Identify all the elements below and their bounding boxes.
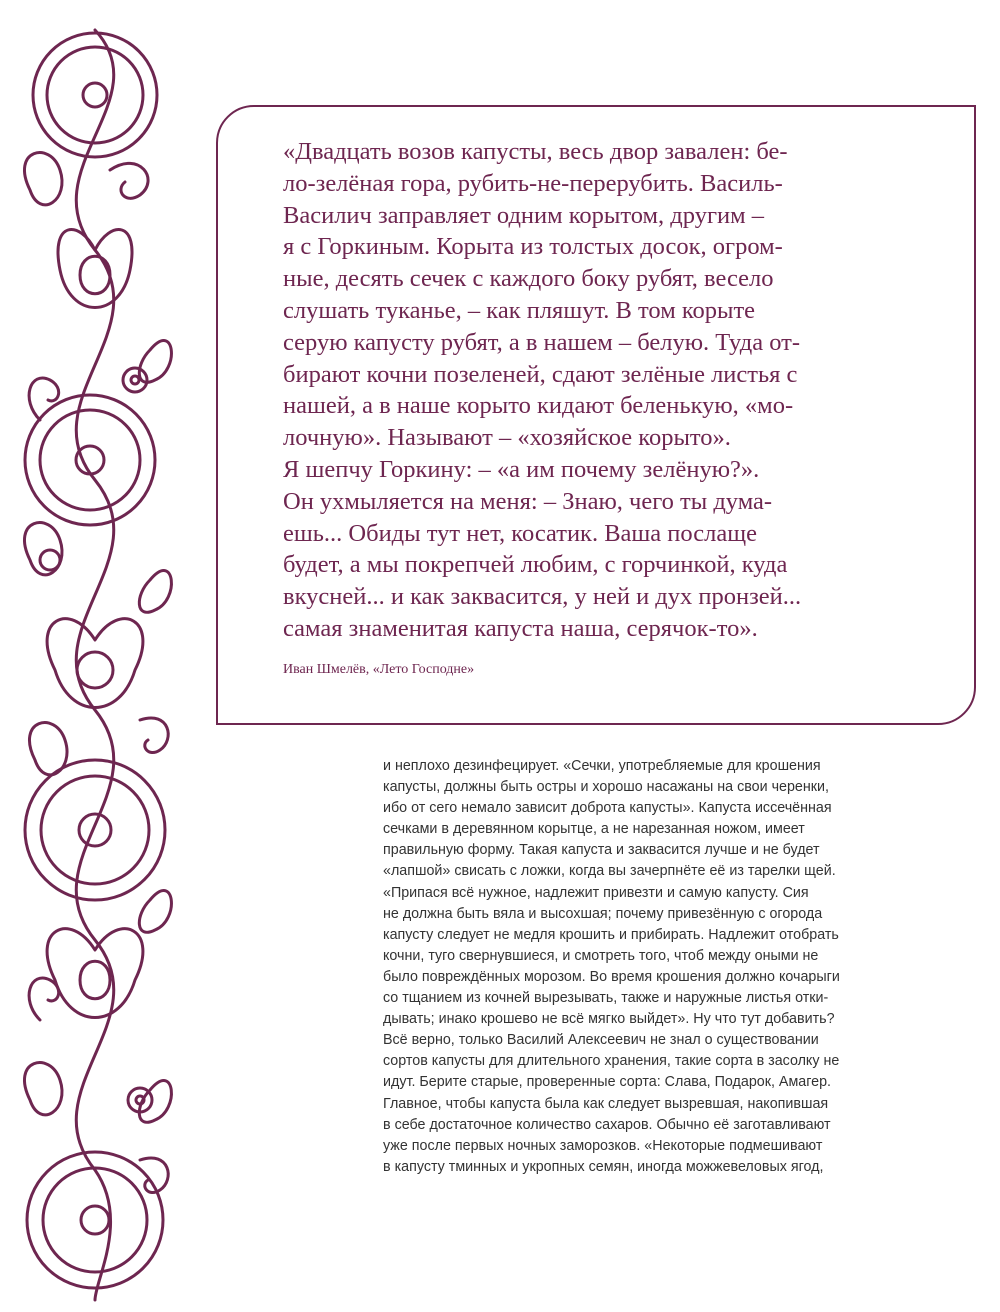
body-line: правильную форму. Такая капуста и заквасится лучше и не будет <box>383 842 820 859</box>
body-line: не должна быть вяла и высохшая; почему привезённую с огорода <box>383 905 823 922</box>
quote-line: вкусней... и как заквасится, у ней и дух пронзей... <box>283 583 802 611</box>
quote-line: ло-зелёная гора, рубить-не-перерубить. Василь- <box>283 169 783 197</box>
body-line: кочни, туго свернувшиеся, и смотреть того, чтоб между оными не <box>383 947 819 964</box>
quote-line: Он ухмыляется на меня: – Знаю, чего ты дума- <box>283 487 773 515</box>
quote-line: Я шепчу Горкину: – «а им почему зелёную?». <box>283 455 760 483</box>
vine-stem <box>76 30 114 1300</box>
body-line: Всё верно, только Василий Алексеевич не знал о существовании <box>383 1032 819 1049</box>
body-text <box>383 756 863 1178</box>
quote-attribution: Иван Шмелёв, «Лето Господне» <box>283 662 475 677</box>
quote-line: ные, десять сечек с каждого боку рубят, весело <box>283 265 774 293</box>
body-line: со тщанием из кочней вырезывать, также и наружные листья отки- <box>383 990 829 1007</box>
body-line: уже после первых ночных заморозков. «Некоторые подмешивают <box>383 1137 823 1154</box>
body-line: ибо от сего немало зависит доброта капусты». Капуста иссечённая <box>383 800 832 817</box>
body-line: и неплохо дезинфецирует. «Сечки, употребляемые для крошения <box>383 758 821 774</box>
body-line: идут. Берите старые, проверенные сорта: Слава, Подарок, Амагер. <box>383 1074 832 1091</box>
quote-line: бирают кочни позеленей, сдают зелёные листья с <box>283 360 798 388</box>
quote-line: я с Горкиным. Корыта из толстых досок, огром- <box>283 233 783 261</box>
body-line: сортов капусты для длительного хранения, такие сорта в засолку не <box>383 1053 840 1070</box>
quote-line: «Двадцать возов капусты, весь двор завален: бе- <box>283 138 788 165</box>
folk-floral-border-icon <box>10 20 180 1305</box>
quote-line: серую капусту рубят, а в нашем – белую. Туда от- <box>283 328 801 356</box>
body-line: «лапшой» свисать с ложки, когда вы зачерпнёте её из тарелки щей. <box>383 863 836 880</box>
quote-line: слушать туканье, – как пляшут. В том корыте <box>283 296 756 324</box>
quote-line: будет, а мы покрепчей любим, с горчинкой, куда <box>283 551 788 579</box>
body-line: дывать; инако крошево не всё мягко выйдет». Ну что тут добавить? <box>383 1011 835 1028</box>
body-line: капусту следует не медля крошить и прибирать. Надлежит отобрать <box>383 926 839 943</box>
quote-line: лочную». Называют – «хозяйское корыто». <box>283 424 731 452</box>
body-line: было повреждённых морозом. Во время крошения должно кочарыги <box>383 968 840 985</box>
quote-line: Василич заправляет одним корытом, другим – <box>283 201 764 229</box>
quote-text <box>283 136 893 645</box>
body-line: сечками в деревянном корытце, а не нарезанная ножом, имеет <box>383 821 805 838</box>
body-line: капусты, должны быть остры и хорошо насажаны на свои черенки, <box>383 779 829 796</box>
body-line: «Припася всё нужное, надлежит привезти и самую капусту. Сия <box>383 884 809 901</box>
quote-line: самая знаменитая капуста наша, серячок-то». <box>283 614 758 642</box>
quote-line: ешь... Обиды тут нет, косатик. Ваша послаще <box>283 519 757 547</box>
quote-line: нашей, а в наше корыто кидают беленькую, «мо- <box>283 392 794 420</box>
body-line: в себе достаточное количество сахаров. Обычно её заготавливают <box>383 1116 831 1133</box>
tendril-curls <box>29 163 168 1192</box>
body-line: Главное, чтобы капуста была как следует вызревшая, накопившая <box>383 1095 829 1112</box>
body-line: в капусту тминных и укропных семян, иногда можжевеловых ягод, <box>383 1158 824 1175</box>
